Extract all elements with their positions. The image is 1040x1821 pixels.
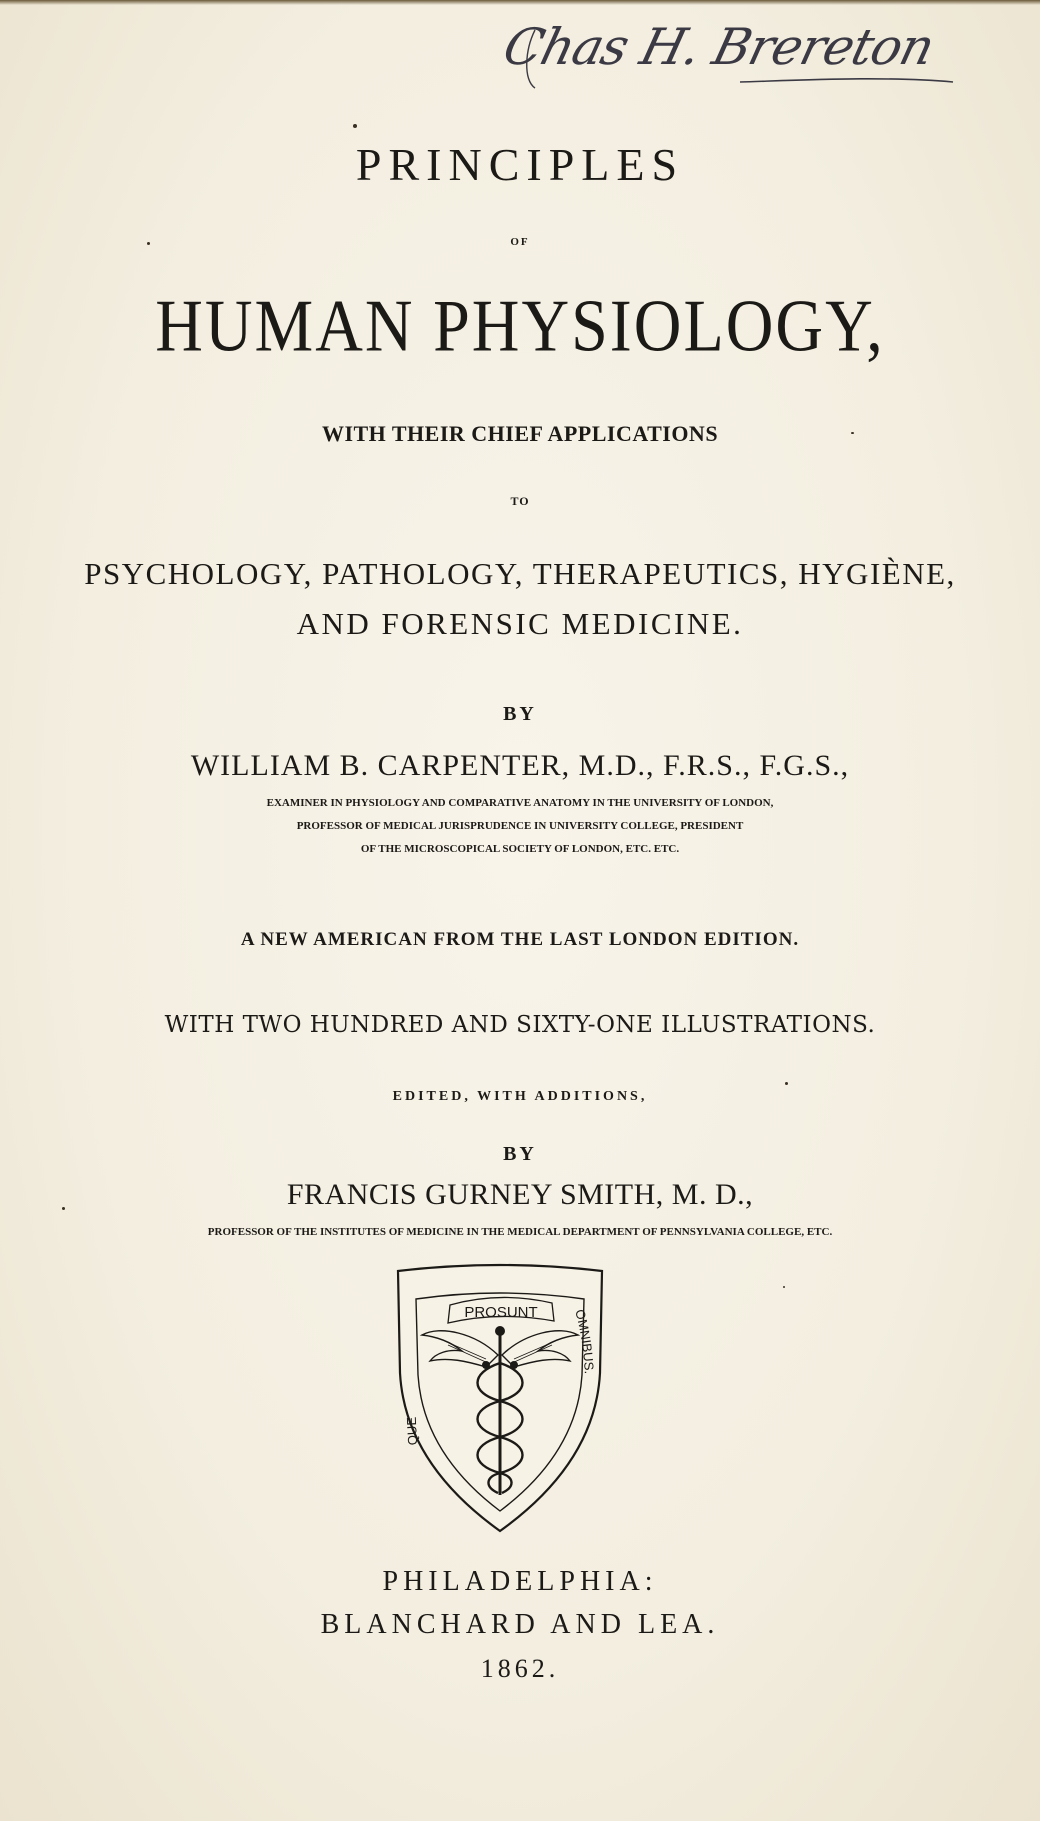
editor-edited: EDITED, WITH ADDITIONS, [392, 1089, 648, 1104]
paper-speck [783, 1286, 785, 1288]
publisher-seal-icon [390, 1263, 610, 1533]
subtitle-to: TO [510, 494, 530, 508]
svg-text:QUE [404, 1416, 421, 1445]
seal-text-left: QUE [403, 1416, 421, 1446]
subtitle-with: WITH THEIR CHIEF APPLICATIONS [321, 421, 719, 446]
author-by: BY [503, 703, 537, 725]
paper-speck [62, 1207, 65, 1210]
imprint-publisher: BLANCHARD AND LEA. [320, 1609, 720, 1640]
subtitle-line-1: PSYCHOLOGY, PATHOLOGY, THERAPEUTICS, HYGIÈNE, [84, 556, 956, 591]
subtitle-line-2: AND FORENSIC MEDICINE. [296, 606, 744, 641]
author-name: WILLIAM B. CARPENTER, M.D., F.R.S., F.G.S., [190, 749, 850, 782]
editor-credential: PROFESSOR OF THE INSTITUTES OF MEDICINE IN THE MEDICAL DEPARTMENT OF PENNSYLVANIA COLLEGE, ETC. [207, 1226, 833, 1238]
title-main: HUMAN PHYSIOLOGY, [155, 285, 885, 368]
paper-speck [851, 432, 854, 434]
editor-by: BY [503, 1143, 537, 1165]
illustrations-statement: WITH TWO HUNDRED AND SIXTY-ONE ILLUSTRATIONS. [164, 1012, 876, 1038]
signature-text: Chas H. Brereton [497, 18, 940, 76]
title-principles: PRINCIPLES [355, 139, 685, 190]
seal-text-right: OMNIBUS. [572, 1307, 597, 1375]
author-credential: PROFESSOR OF MEDICAL JURISPRUDENCE IN UNIVERSITY COLLEGE, PRESIDENT [296, 820, 744, 832]
author-credential: EXAMINER IN PHYSIOLOGY AND COMPARATIVE ANATOMY IN THE UNIVERSITY OF LONDON, [266, 797, 774, 809]
paper-speck [353, 124, 357, 128]
edition-statement: A NEW AMERICAN FROM THE LAST LONDON EDITION. [240, 929, 800, 950]
paper-speck [785, 1082, 788, 1085]
handwritten-signature [497, 10, 955, 100]
title-of: OF [510, 236, 530, 248]
imprint-city: PHILADELPHIA: [382, 1566, 658, 1597]
imprint-year: 1862. [480, 1654, 560, 1683]
editor-name: FRANCIS GURNEY SMITH, M. D., [286, 1178, 754, 1211]
paper-speck [147, 242, 150, 245]
seal-text-top: PROSUNT [464, 1304, 538, 1321]
author-credential: OF THE MICROSCOPICAL SOCIETY OF LONDON, ETC. ETC. [360, 843, 680, 855]
